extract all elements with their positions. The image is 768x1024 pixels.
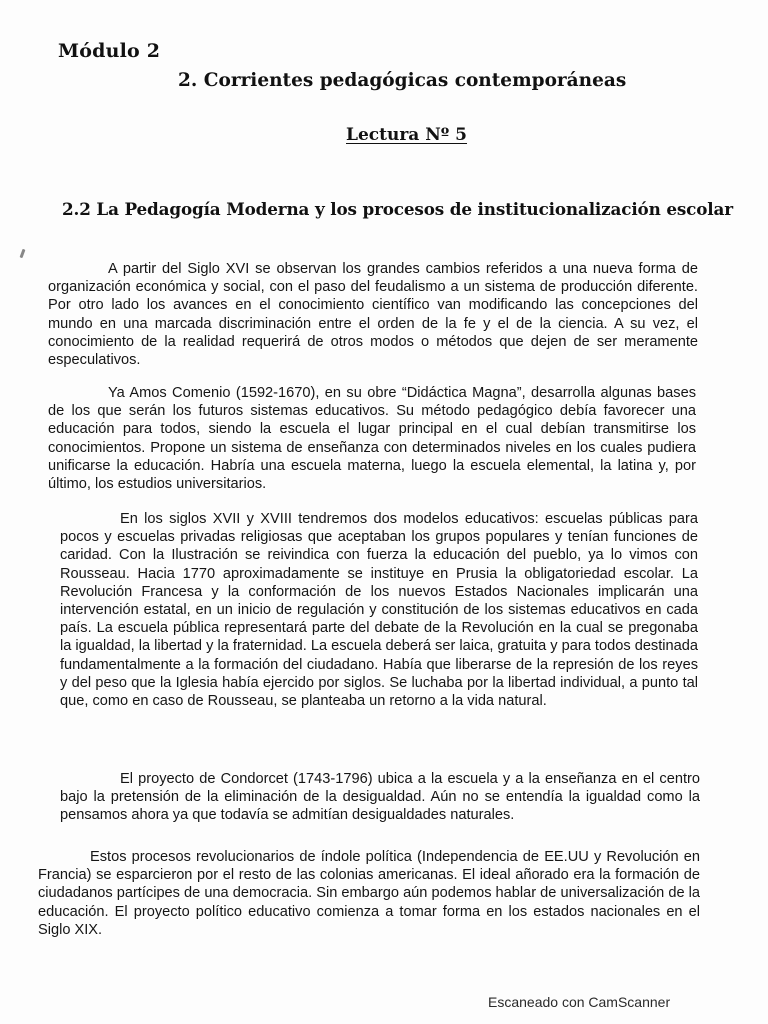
section-title: 2.2 La Pedagogía Moderna y los procesos de institucionalización escolar bbox=[62, 199, 733, 219]
scan-speck bbox=[20, 249, 26, 258]
scanner-watermark: Escaneado con CamScanner bbox=[488, 994, 671, 1010]
module-label: Módulo 2 bbox=[58, 40, 161, 62]
chapter-title: 2. Corrientes pedagógicas contemporáneas bbox=[178, 70, 627, 91]
reading-label: Lectura Nº 5 bbox=[346, 125, 468, 145]
paragraph: Ya Amos Comenio (1592-1670), en su obre “Didáctica Magna”, desarrolla algunas bases de los que serán los futuros sistemas educativos. Su método pedagógico debía favorecer una educación para todos, siendo la escuela el lugar principal en el cual debían transmitirse los conocimientos. Propone un sistema de enseñanza con determinados niveles en los cuales pudiera unificarse la educación. Habría una escuela materna, luego la escuela elemental, la latina y, por último, los estudios universitarios. bbox=[48, 385, 696, 493]
paragraph: En los siglos XVII y XVIII tendremos dos modelos educativos: escuelas públicas para pocos y escuelas privadas religiosas que aceptaban los grupos populares y tenían funciones de caridad. Con la Ilustración se reivindica con fuerza la educación del pueblo, ya lo vimos con Rousseau. Hacia 1770 aproximadamente se instituye en Prusia la obligatoriedad escolar. La Revolución Francesa y la conformación de los nuevos Estados Nacionales implicarán una intervención estatal, en un inicio de regulación y constitución de los sistemas educativos en cada país. La escuela pública representará parte del debate de la Revolución en la cual se pregonaba la igualdad, la libertad y la fraternidad. La escuela deberá ser laica, gratuita y para todos destinada fundamentalmente a la formación del ciudadano. Había que liberarse de la represión de los reyes y del peso que la Iglesia había ejercido por siglos. Se luchaba por la libertad individual, a punto tal que, como en caso de Rousseau, se planteaba un retorno a la vida natural. bbox=[60, 511, 698, 710]
paragraph: Estos procesos revolucionarios de índole política (Independencia de EE.UU y Revolución en Francia) se esparcieron por el resto de las colonias americanas. El ideal añorado era la formación de ciudadanos partícipes de una democracia. Sin embargo aún podemos hablar de universalización de la educación. El proyecto político educativo comienza a tomar forma en los estados nacionales en el Siglo XIX. bbox=[38, 849, 700, 938]
paragraph: El proyecto de Condorcet (1743-1796) ubica a la escuela y a la enseñanza en el centro bajo la pretensión de la eliminación de la desigualdad. Aún no se entendía la igualdad como la pensamos ahora ya que todavía se admitían desigualdades naturales. bbox=[60, 771, 700, 824]
paragraph: A partir del Siglo XVI se observan los grandes cambios referidos a una nueva forma de organización económica y social, con el paso del feudalismo a un sistema de producción diferente. Por otro lado los avances en el conocimiento científico van modificando las concepciones del mundo en una marcada discriminación entre el orden de la fe y el de la ciencia. A su vez, el conocimiento de la realidad requerirá de otros modos o métodos que dejen de ser meramente especulativos. bbox=[48, 261, 698, 369]
